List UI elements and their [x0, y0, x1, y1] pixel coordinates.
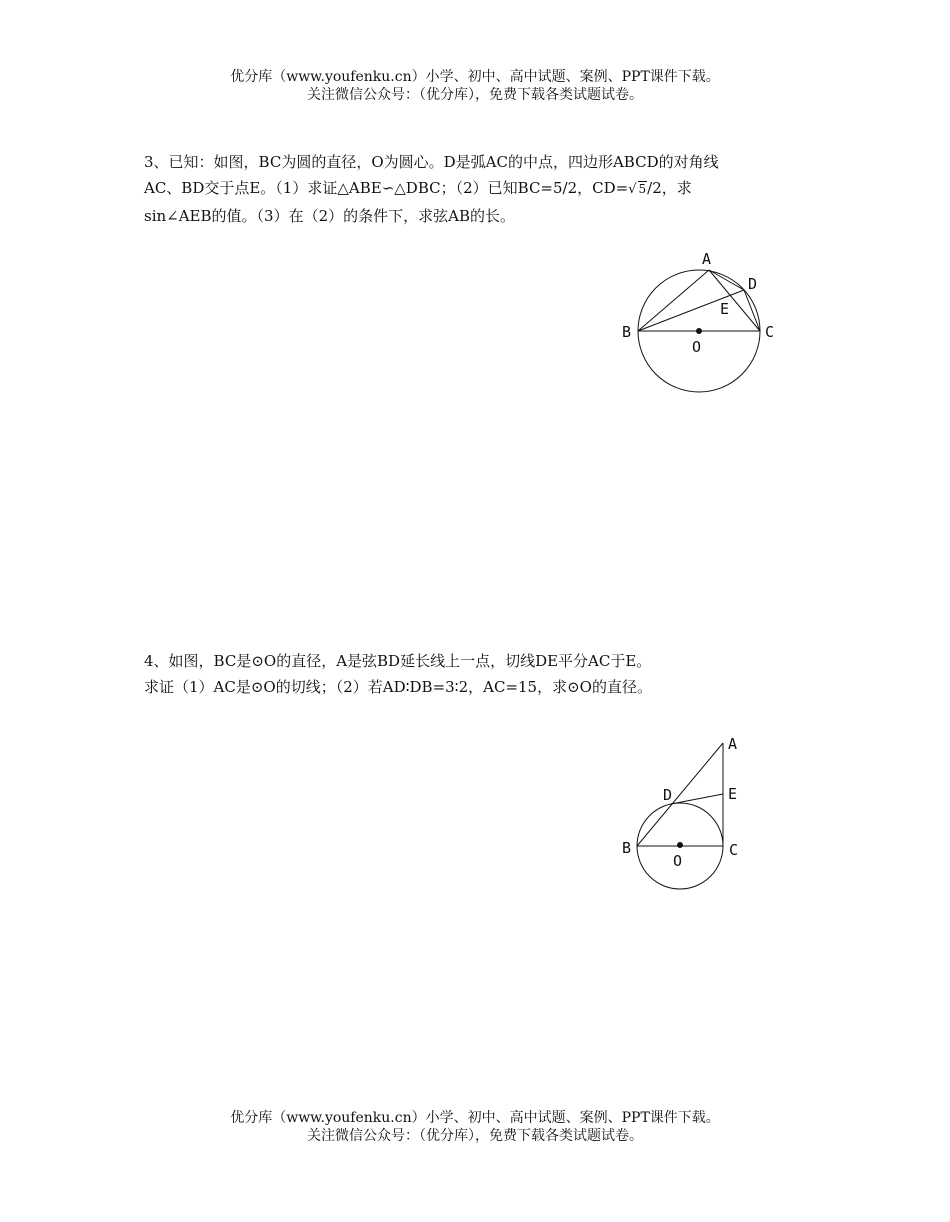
label-o: O: [673, 852, 683, 870]
sqrt-radical: √: [628, 182, 637, 197]
chord-ab: [638, 270, 709, 331]
sqrt-radicand: 5: [638, 182, 647, 196]
header-line-1: 优分库（www.youfenku.cn）小学、初中、高中试题、案例、PPT课件下载。: [230, 69, 720, 85]
page-header: [0, 68, 950, 104]
label-d: D: [663, 786, 673, 804]
label-c: C: [729, 841, 739, 859]
label-b: B: [622, 839, 632, 857]
footer-line-1: 优分库（www.youfenku.cn）小学、初中、高中试题、案例、PPT课件下载。: [230, 1110, 720, 1126]
label-o: O: [692, 338, 702, 356]
problem-3-line-2: [144, 175, 808, 203]
label-d: D: [748, 275, 758, 293]
label-b: B: [622, 323, 632, 341]
problem-3-line-1: 3、已知：如图，BC为圆的直径，O为圆心。D是弧AC的中点，四边形ABCD的对角线: [144, 153, 719, 171]
label-e: E: [720, 300, 730, 318]
label-a: A: [728, 735, 738, 753]
center-point: [677, 842, 683, 848]
problem-4-figure: [615, 730, 755, 900]
label-c: C: [765, 323, 775, 341]
problem-4-line-2: 求证（1）AC是⊙O的切线；（2）若AD∶DB=3∶2，AC=15，求⊙O的直径。: [144, 678, 652, 696]
problem-3-figure: [615, 245, 790, 400]
label-e: E: [728, 785, 738, 803]
problem-3-line-2-part-b: /2，求: [647, 179, 692, 197]
chord-dc: [744, 290, 760, 331]
problem-3-line-3: sin∠AEB的值。（3）在（2）的条件下，求弦AB的长。: [144, 207, 515, 225]
problem-4-line-1: 4、如图，BC是⊙O的直径，A是弦BD延长线上一点，切线DE平分AC于E。: [144, 652, 652, 670]
header-line-2: 关注微信公众号：（优分库），免费下载各类试题试卷。: [307, 87, 643, 103]
line-ba: [637, 743, 723, 846]
label-a: A: [702, 250, 712, 268]
problem-3-line-2-part-a: AC、BD交于点E。（1）求证△ABE∽△DBC；（2）已知BC=5/2，CD=: [144, 179, 629, 197]
center-point: [696, 328, 702, 334]
problem-4: [144, 648, 808, 700]
page-footer: [0, 1109, 950, 1145]
footer-line-2: 关注微信公众号：（优分库），免费下载各类试题试卷。: [307, 1128, 643, 1144]
chord-ad: [709, 270, 744, 290]
problem-3: [144, 149, 808, 229]
